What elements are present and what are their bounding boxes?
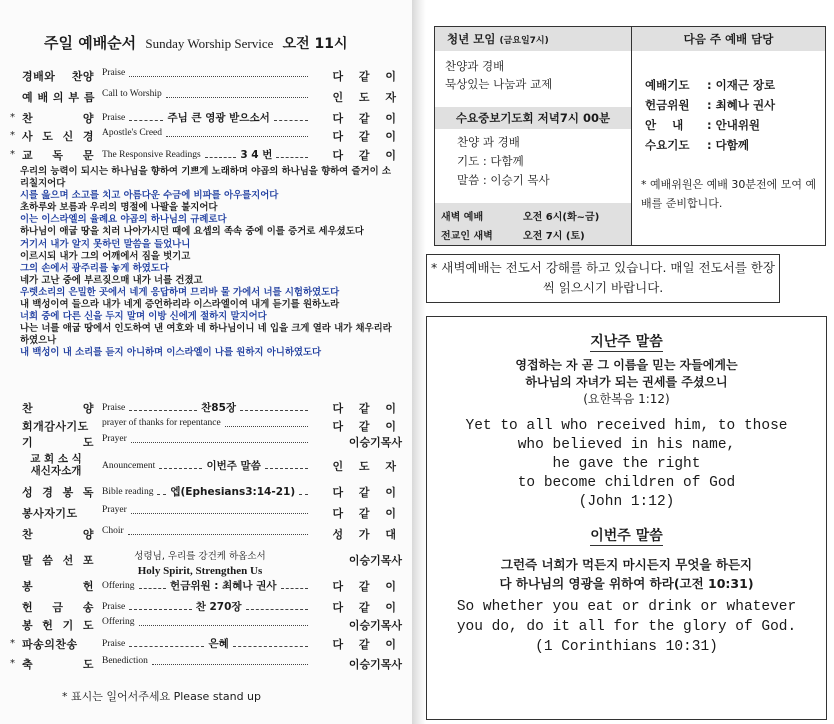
duty-label: 안 내 (645, 118, 684, 132)
youth-items: 찬양과 경배 묵상있는 나눔과 교제 (445, 59, 553, 91)
order-item-label: 경배와 찬양 (22, 70, 94, 83)
duty-label: 수요기도 (645, 138, 690, 152)
order-item-en: Bible reading (102, 486, 154, 497)
verse-line-en: So whether you eat or drink or whatever (456, 599, 797, 615)
order-item-detail (102, 526, 308, 536)
next-week-item: 헌금위원 : 최혜나 권사 (645, 95, 775, 115)
order-item-label: 예 배 의 부 름 (22, 91, 95, 104)
reading-line: 거기서 내가 알지 못하던 말씀을 들었나니 (20, 238, 191, 250)
worship-order-item (10, 400, 406, 418)
duty-label: 헌금위원 (645, 98, 690, 112)
next-week-list (645, 75, 775, 155)
order-item-detail (102, 578, 308, 593)
page-title (44, 32, 348, 53)
worship-order-item (10, 505, 406, 523)
title-en: Sunday Worship Service (145, 36, 274, 51)
this-week-title: 이번주 말씀 (590, 528, 663, 544)
order-item-detail (102, 147, 308, 162)
next-week-header: 다음 주 예배 담당 (632, 27, 825, 51)
wednesday-header: 수요중보기도회 저녁7시 00분 (435, 107, 631, 129)
order-item-detail (102, 484, 308, 499)
order-item-leader: 이승기목사 (348, 436, 402, 449)
worship-order-item (10, 89, 406, 107)
dawn-service-box: 새벽 예배 오전 6시(화~금) 전교인 새벽 오전 7시 (토) (435, 203, 631, 245)
worship-order-item (10, 656, 406, 674)
order-item-label: 축 도 (22, 658, 94, 671)
order-item-label: 말 씀 선 포 (22, 554, 94, 567)
responsive-reading (20, 166, 400, 360)
order-item-en: Prayer (102, 505, 127, 515)
order-item-en: Praise (102, 112, 126, 123)
stand-up-note: * 표시는 일어서주세요 Please stand up (62, 690, 262, 703)
verse-line-en: (John 1:12) (578, 494, 675, 510)
sermon-title-en: Holy Spirit, Strengthen Us (137, 565, 263, 577)
reading-line: 네가 고난 중에 부르짖으매 내가 너를 건졌고 (20, 274, 203, 286)
order-item-en: Offering (102, 580, 135, 591)
announcement-label (22, 453, 90, 477)
newcomer-label: 새신자소개 (30, 465, 82, 477)
worship-order-item (10, 434, 406, 452)
order-item-detail (102, 599, 308, 614)
schedule-box (434, 26, 826, 246)
sermon-title-ko: 성령님, 우리를 강건케 하옵소서 (134, 551, 266, 562)
scripture-box (426, 316, 827, 720)
stand-marker: * (10, 658, 15, 669)
last-week-verse-en (427, 417, 826, 512)
stand-marker: * (10, 130, 15, 141)
order-item-leader: 다 같 이 (332, 112, 402, 125)
verse-line-en: who believed in his name, (517, 437, 736, 453)
order-item-en: Anouncement (102, 460, 156, 471)
title-ko: 주일 예배순서 (44, 34, 137, 52)
order-item-detail (102, 617, 308, 627)
worship-order-item (10, 599, 406, 617)
order-item-en: Praise (102, 601, 126, 612)
order-item-content: 찬 270장 (195, 601, 242, 613)
order-item-content: 주님 큰 영광 받으소서 (167, 112, 270, 124)
order-item-label: 봉 헌 (22, 580, 94, 593)
order-item-detail (102, 505, 308, 515)
verse-line-en: you do, do it all for the glory of God. (456, 619, 797, 635)
order-item-detail (102, 89, 308, 99)
stand-marker: * (10, 638, 15, 649)
order-item-detail (102, 636, 308, 651)
reading-line: 우리의 능력이 되시는 하나님을 향하여 기쁘게 노래하며 야곱의 하나님을 향하여 즐거이 소리칠지어다 (20, 166, 391, 190)
order-item-content: 헌금위원 : 최혜나 권사 (170, 580, 277, 592)
reading-line: 이르시되 내가 그의 어깨에서 짐을 벗기고 (20, 250, 191, 262)
reading-line: 그의 손에서 광주리를 놓게 하였도다 (20, 262, 169, 274)
order-item-leader: 다 같 이 (332, 601, 402, 614)
next-week-item: 예배기도 : 이재근 장로 (645, 75, 775, 95)
order-item-detail (102, 68, 308, 78)
order-item-label: 봉사자기도 (22, 507, 78, 520)
page-fold (412, 0, 426, 724)
youth-header: 청년 모임 (금요일7시) (435, 27, 631, 51)
order-item-label: 사 도 신 경 (22, 130, 94, 143)
order-item-detail (102, 400, 308, 415)
order-item-en: Praise (102, 68, 126, 78)
reading-line: 나는 너를 애굽 땅에서 인도하여 낸 여호와 네 하나님이니 네 입을 크게 열라 내가 채우리라 하였으나 (20, 323, 392, 347)
order-item-leader: 다 같 이 (332, 149, 402, 162)
this-week-verse-en (427, 597, 826, 657)
reading-line: 내 백성이여 들으라 내가 네게 증언하리라 이스라엘이여 내게 듣기를 원하노라 (20, 299, 340, 311)
verse-line-en: Yet to all who received him, to those (465, 418, 788, 434)
reading-line: 시를 읊으며 소고를 치고 아름다운 수금에 비파를 아우를지어다 (20, 190, 279, 202)
order-item-en: Prayer (102, 434, 127, 444)
wednesday-items: 찬양 과 경배 기도 : 다함께 말씀 : 이승기 목사 (457, 135, 550, 187)
order-item-en: Apostle's Creed (102, 128, 163, 138)
reading-line: 너희 중에 다른 신을 두지 말며 이방 신에게 절하지 말지어다 (20, 311, 267, 323)
worship-order-item (10, 128, 406, 146)
stand-marker: * (10, 112, 15, 123)
order-item-leader: 인 도 자 (332, 91, 402, 104)
verse-line-en: to become children of God (517, 475, 736, 491)
order-item-content: 이번주 말씀 (206, 460, 261, 472)
order-item-leader: 이승기목사 (348, 554, 402, 567)
stand-marker: * (10, 149, 15, 160)
verse-line-en: he gave the right (552, 456, 701, 472)
worship-order-item (10, 636, 406, 654)
order-item-detail (102, 434, 308, 444)
reading-line: 초하루와 보름과 우리의 명절에 나팔을 불지어다 (20, 202, 218, 214)
verse-line-en: (1 Corinthians 10:31) (535, 639, 718, 655)
order-item-label: 찬 양 (22, 402, 94, 415)
duty-label: 예배기도 (645, 78, 690, 92)
order-item-label: 회개감사기도 (22, 420, 89, 433)
order-item-leader: 이승기목사 (348, 619, 402, 632)
title-time: 오전 11시 (282, 36, 348, 52)
sermon-title (96, 549, 304, 579)
worship-order-item (10, 526, 406, 544)
order-item-en: Benediction (102, 656, 148, 666)
worship-order-item (10, 484, 406, 502)
order-item-en: Offering (102, 617, 135, 627)
order-item-label: 성 경 봉 독 (22, 486, 94, 499)
dawn-notice: * 새벽예배는 전도서 강해를 하고 있습니다. 매일 전도서를 한장씩 읽으시기 바랍니다. (426, 254, 780, 303)
order-item-label: 파송의찬송 (22, 638, 78, 651)
order-item-label: 기 도 (22, 436, 94, 449)
order-item-detail (102, 128, 308, 138)
order-item-leader: 인 도 자 (332, 460, 402, 473)
order-item-leader: 이승기목사 (348, 658, 402, 671)
order-item-leader: 다 같 이 (332, 70, 402, 83)
order-item-detail (102, 458, 308, 473)
order-item-leader: 다 같 이 (332, 402, 402, 415)
duty-person: 다함께 (715, 138, 749, 152)
order-item-en: The Responsive Readings (102, 149, 201, 160)
order-item-leader: 다 같 이 (332, 420, 402, 433)
reading-line: 우렛소리의 은밀한 곳에서 네게 응답하며 므리바 물 가에서 너를 시험하였도다 (20, 286, 340, 298)
order-item-label: 찬 양 (22, 112, 94, 125)
order-item-label: 찬 양 (22, 528, 94, 541)
order-item-leader: 다 같 이 (332, 580, 402, 593)
order-item-content: 찬85장 (201, 402, 237, 414)
order-item-leader: 성 가 대 (332, 528, 402, 541)
order-item-detail (102, 418, 308, 428)
column-divider (631, 27, 632, 245)
last-week-title: 지난주 말씀 (590, 334, 663, 350)
worship-order-item (10, 617, 406, 635)
order-item-leader: 다 같 이 (332, 130, 402, 143)
order-item-content: 엡(Ephesians3:14-21) (170, 486, 296, 498)
order-item-leader: 다 같 이 (332, 507, 402, 520)
order-item-label: 봉 헌 기 도 (22, 619, 94, 632)
worship-order-item (10, 578, 406, 596)
this-week-verse-ko: 그런즉 너희가 먹든지 마시든지 무엇을 하든지 다 하나님의 영광을 위하여 하라(고전 10:31) (499, 557, 754, 591)
order-item-en: Call to Worship (102, 89, 162, 99)
worship-order-item (10, 110, 406, 128)
next-week-item: 수요기도 : 다함께 (645, 135, 775, 155)
worship-order-item (10, 68, 406, 86)
duty-person: 이재근 장로 (715, 78, 776, 92)
order-item-label: 교 독 문 (22, 149, 94, 162)
order-item-detail (102, 656, 308, 666)
next-week-note: * 예배위원은 예배 30분전에 모여 예배를 준비합니다. (641, 178, 817, 210)
last-week-verse-ko: 영접하는 자 곧 그 이름을 믿는 자들에게는 하나님의 자녀가 되는 권세를 주셨으니 (요한복음 1:12) (515, 358, 738, 406)
order-item-leader: 다 같 이 (332, 486, 402, 499)
worship-order-item (10, 147, 406, 165)
next-week-item: 안 내 : 안내위원 (645, 115, 775, 135)
duty-person: 안내위원 (715, 118, 761, 132)
order-item-en: Choir (102, 526, 124, 536)
order-item-en: Praise (102, 402, 126, 413)
order-item-content: 은혜 (208, 638, 229, 650)
duty-person: 최혜나 권사 (715, 98, 776, 112)
order-item-content: 3 4 번 (240, 149, 273, 161)
order-item-detail (102, 110, 308, 125)
order-item-en: Praise (102, 638, 126, 649)
reading-line: 이는 이스라엘의 율례요 야곱의 하나님의 규례로다 (20, 214, 227, 226)
church-news-label: 교 회 소 식 (30, 453, 82, 465)
reading-line: 하나님이 애굽 땅을 치러 나아가시던 때에 요셉의 족속 중에 이를 증거로 세우셨도다 (20, 226, 364, 238)
order-item-en: prayer of thanks for repentance (102, 418, 221, 428)
order-item-label: 헌 금 송 (22, 601, 94, 614)
reading-line: 내 백성이 내 소리를 듣지 아니하며 이스라엘이 나를 원하지 아니하였도다 (20, 347, 322, 359)
order-item-leader: 다 같 이 (332, 638, 402, 651)
